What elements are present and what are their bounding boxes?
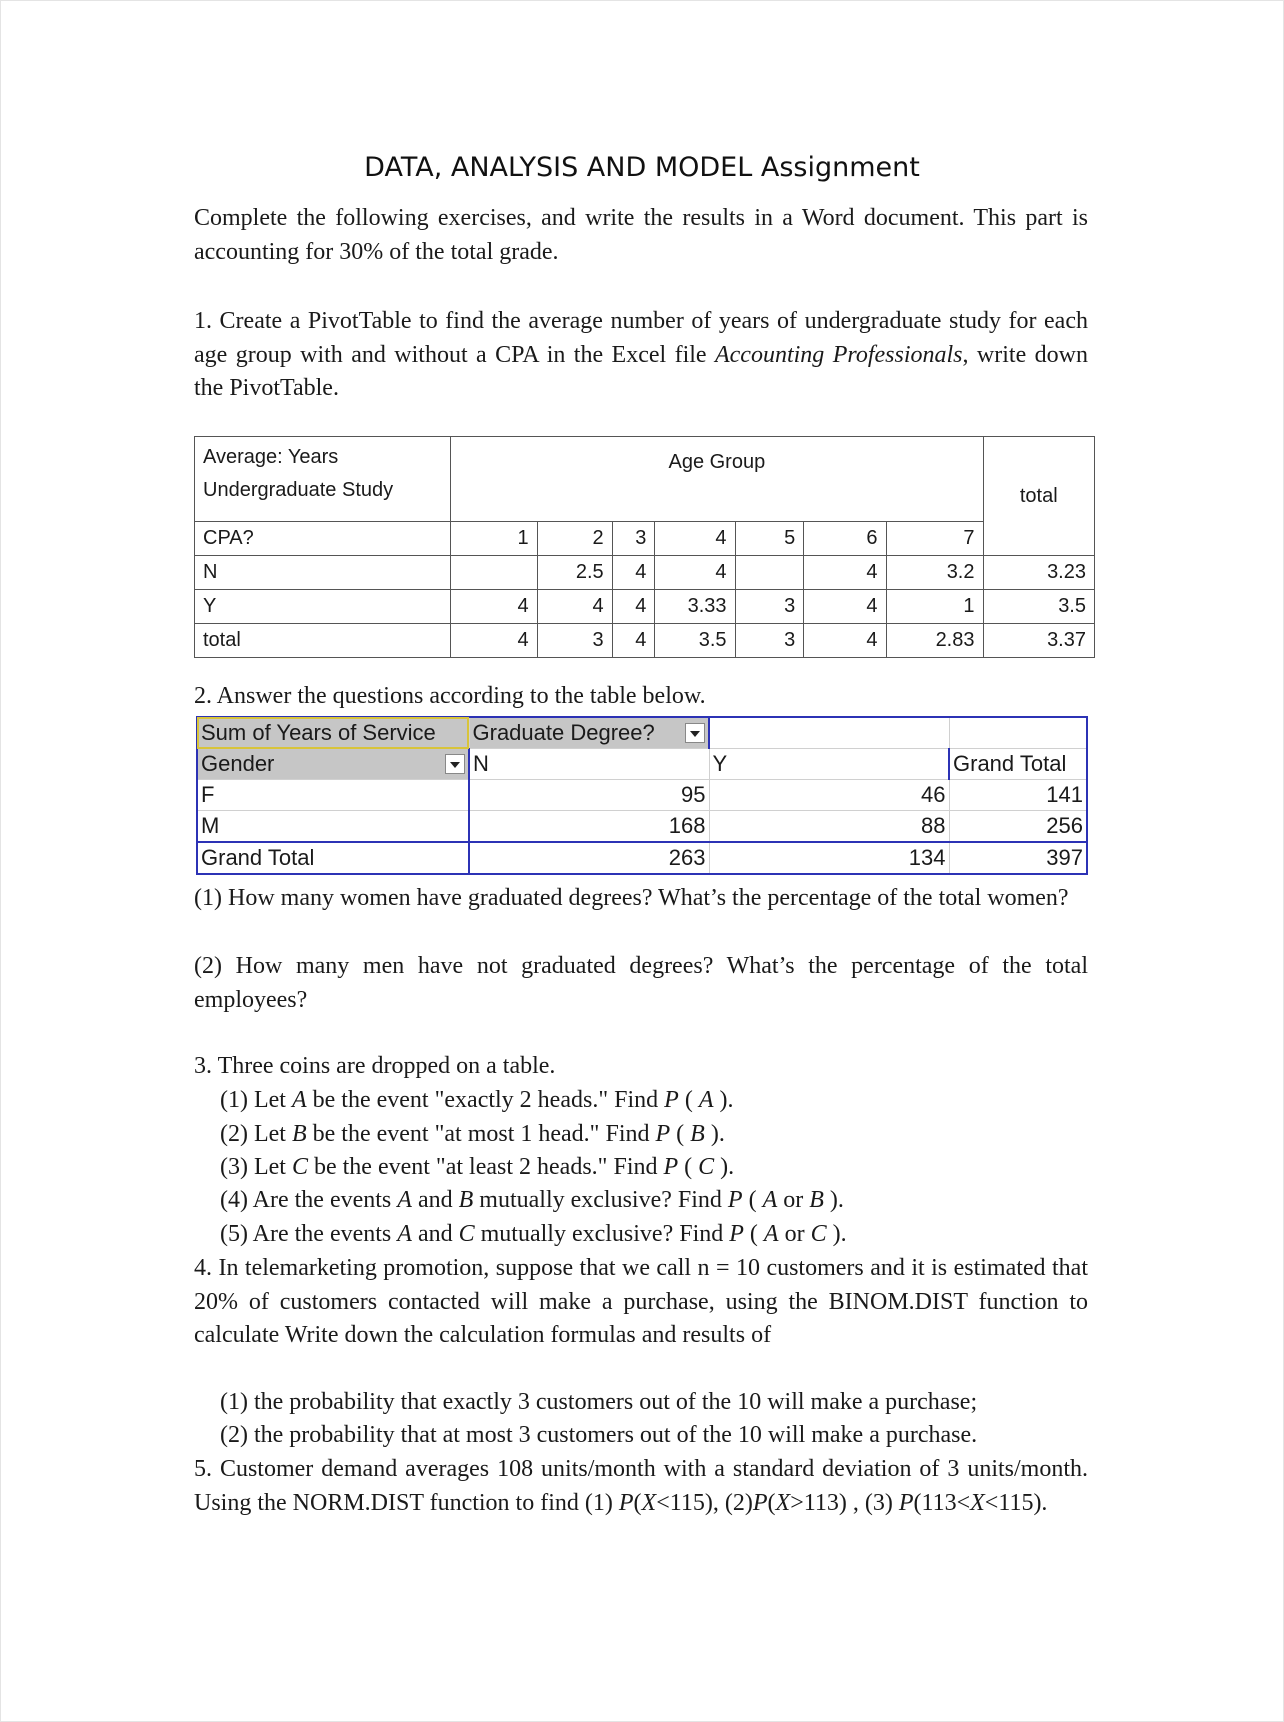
pivot-table-service [196,716,1088,875]
table-row [197,780,1087,811]
math-var: P [664,1087,679,1113]
dropdown-arrow-icon[interactable] [445,754,465,774]
text-run: and [411,1187,459,1213]
pivot1-row-header: CPA? [195,522,451,556]
cell: 4 [804,624,886,658]
question-2-heading: 2. Answer the questions according to the table below. [194,683,706,709]
pivot2-col-n: N [469,749,709,780]
pivot2-row-field[interactable] [197,749,469,780]
pivot2-column-field[interactable] [469,717,709,749]
math-var: A [698,1087,714,1113]
row-label: Y [195,590,451,624]
pivot1-age-7: 7 [886,522,983,556]
question-3-sub-3 [220,1151,734,1185]
pivot2-empty-top [709,717,949,749]
cell: 4 [655,556,735,590]
text-run: ). [826,1221,847,1247]
pivot1-age-1: 1 [451,522,537,556]
math-var: B [809,1187,824,1213]
pivot1-age-6: 6 [804,522,886,556]
math-var: P [727,1187,743,1213]
text-run: ( [678,1087,699,1113]
math-var: P [618,1489,634,1516]
math-var: B [458,1187,474,1213]
q1-text-b: , write down the PivotTable. [194,341,1088,401]
math-var: C [698,1154,715,1180]
math-var: B [291,1121,307,1147]
pivot2-empty-top-right [949,717,1087,749]
cell: 263 [469,842,709,874]
dropdown-arrow-icon[interactable] [685,723,705,743]
cell: 3.2 [886,556,983,590]
row-total: 256 [949,811,1087,843]
text-run: or [778,1221,811,1247]
cell: 4 [451,590,537,624]
text-run: ). [714,1154,735,1180]
cell: 4 [804,556,886,590]
text-run: or [777,1187,810,1213]
text-run: (113< [913,1489,971,1516]
math-var: C [810,1221,827,1247]
cell [451,556,537,590]
text-run: <115), (2) [656,1489,753,1516]
pivot1-value-label-line2: Undergraduate Study [203,479,394,501]
text-run: (4) Are the events [220,1187,398,1213]
row-total: 397 [949,842,1087,874]
text-run: ). [713,1087,734,1113]
table-row [195,590,1095,624]
math-var: P [752,1489,768,1516]
intro-paragraph: Complete the following exercises, and write the results in a Word document. This part is accounting for 30% of the total grade. [194,205,1088,265]
text-run: ). [704,1121,725,1147]
text-run: 5. Customer demand averages 108 units/month with a standard deviation of 3 units/month. Using the NORM.DIST function to find (1) [194,1456,1088,1516]
row-label: total [195,624,451,658]
page-title: DATA, ANALYSIS AND MODEL Assignment [364,152,920,183]
pivot2-data-field: Sum of Years of Service [197,717,469,749]
pivot1-age-2: 2 [537,522,612,556]
text-run: >113) , (3) [790,1489,899,1516]
table-row [195,624,1095,658]
question-3-sub-1 [220,1084,733,1118]
pivot1-age-5: 5 [735,522,804,556]
question-3-heading: 3. Three coins are dropped on a table. [194,1053,556,1079]
math-var: A [763,1221,779,1247]
math-var: P [663,1154,679,1180]
row-label: Grand Total [197,842,469,874]
text-run: (1) Let [220,1087,292,1113]
table-row [197,842,1087,874]
math-var: A [397,1221,412,1247]
row-label: F [197,780,469,811]
pivot2-col-y: Y [709,749,949,780]
row-label: N [195,556,451,590]
text-run: <115). [984,1489,1048,1516]
text-run: (5) Are the events [220,1221,398,1247]
math-var: C [458,1221,475,1247]
pivot1-age-group-header: Age Group [451,437,983,522]
text-run: ). [823,1187,844,1213]
row-label: M [197,811,469,843]
table-row [195,556,1095,590]
pivot-table-cpa [194,436,1095,658]
math-var: X [970,1489,985,1516]
cell: 3 [537,624,612,658]
text-run: ( [767,1489,776,1516]
cell: 4 [612,590,655,624]
text-run: be the event "at most 1 head." Find [306,1121,656,1147]
cell [735,556,804,590]
cell: 3 [735,590,804,624]
q1-text-a: 1. Create a PivotTable to find the average number of years of undergraduate study for each age group with and without a CPA in the Excel file [194,308,1088,368]
question-4-sub-2: (2) the probability that at most 3 customers out of the 10 will make a purchase. [220,1422,978,1448]
cell: 4 [804,590,886,624]
text-run: ( [742,1187,763,1213]
text-run: mutually exclusive? Find [473,1187,728,1213]
text-run: ( [633,1489,642,1516]
text-run: ( [678,1154,699,1180]
cell: 46 [709,780,949,811]
cell: 4 [612,556,655,590]
question-3-sub-5 [220,1218,847,1252]
cell: 95 [469,780,709,811]
math-var: B [690,1121,705,1147]
pivot1-age-3: 3 [612,522,655,556]
cell: 4 [451,624,537,658]
pivot2-grand-total-header: Grand Total [949,749,1087,780]
text-run: (3) Let [220,1154,292,1180]
question-4-sub-1: (1) the probability that exactly 3 customers out of the 10 will make a purchase; [220,1389,978,1415]
row-total: 3.23 [983,556,1095,590]
cell: 4 [612,624,655,658]
pivot1-total-header: total [983,437,1095,556]
question-1-text [194,305,1088,406]
question-3-sub-4 [220,1184,844,1218]
math-var: P [729,1221,744,1247]
row-total: 3.37 [983,624,1095,658]
pivot1-value-label [195,437,451,522]
cell: 3 [735,624,804,658]
pivot1-value-label-line1: Average: Years [203,446,339,468]
cell: 1 [886,590,983,624]
cell: 168 [469,811,709,843]
pivot2-row-field-label: Gender [201,751,275,776]
math-var: A [291,1087,307,1113]
cell: 134 [709,842,949,874]
row-total: 141 [949,780,1087,811]
math-var: A [762,1187,778,1213]
pivot1-age-4: 4 [655,522,735,556]
text-run: ( [670,1121,691,1147]
text-run: ( [743,1221,764,1247]
cell: 3.33 [655,590,735,624]
cell: 2.83 [886,624,983,658]
question-3-sub-2 [220,1118,725,1152]
pivot2-column-field-label: Graduate Degree? [472,720,655,745]
text-run: be the event "at least 2 heads." Find [307,1154,664,1180]
text-run: mutually exclusive? Find [474,1221,730,1247]
math-var: P [898,1489,914,1516]
table-row [197,811,1087,843]
row-total: 3.5 [983,590,1095,624]
cell: 2.5 [537,556,612,590]
cell: 3.5 [655,624,735,658]
question-2-sub-2: (2) How many men have not graduated degrees? What’s the percentage of the total employees? [194,953,1088,1013]
math-var: C [291,1154,308,1180]
text-run: (2) Let [220,1121,292,1147]
cell: 88 [709,811,949,843]
question-2-sub-1: (1) How many women have graduated degrees? What’s the percentage of the total women? [194,885,1069,911]
q1-filename: Accounting Professionals [714,341,963,368]
math-var: X [775,1489,791,1516]
text-run: and [411,1221,459,1247]
math-var: A [397,1187,412,1213]
math-var: P [655,1121,671,1147]
question-5-text [194,1453,1088,1520]
question-4-text: 4. In telemarketing promotion, suppose that we call n = 10 customers and it is estimated that 20% of customers contacted will make a purchase, using the BINOM.DIST function to calculate Write down the calculation formulas and results of [194,1255,1088,1348]
text-run: be the event "exactly 2 heads." Find [306,1087,665,1113]
cell: 4 [537,590,612,624]
math-var: X [641,1489,657,1516]
